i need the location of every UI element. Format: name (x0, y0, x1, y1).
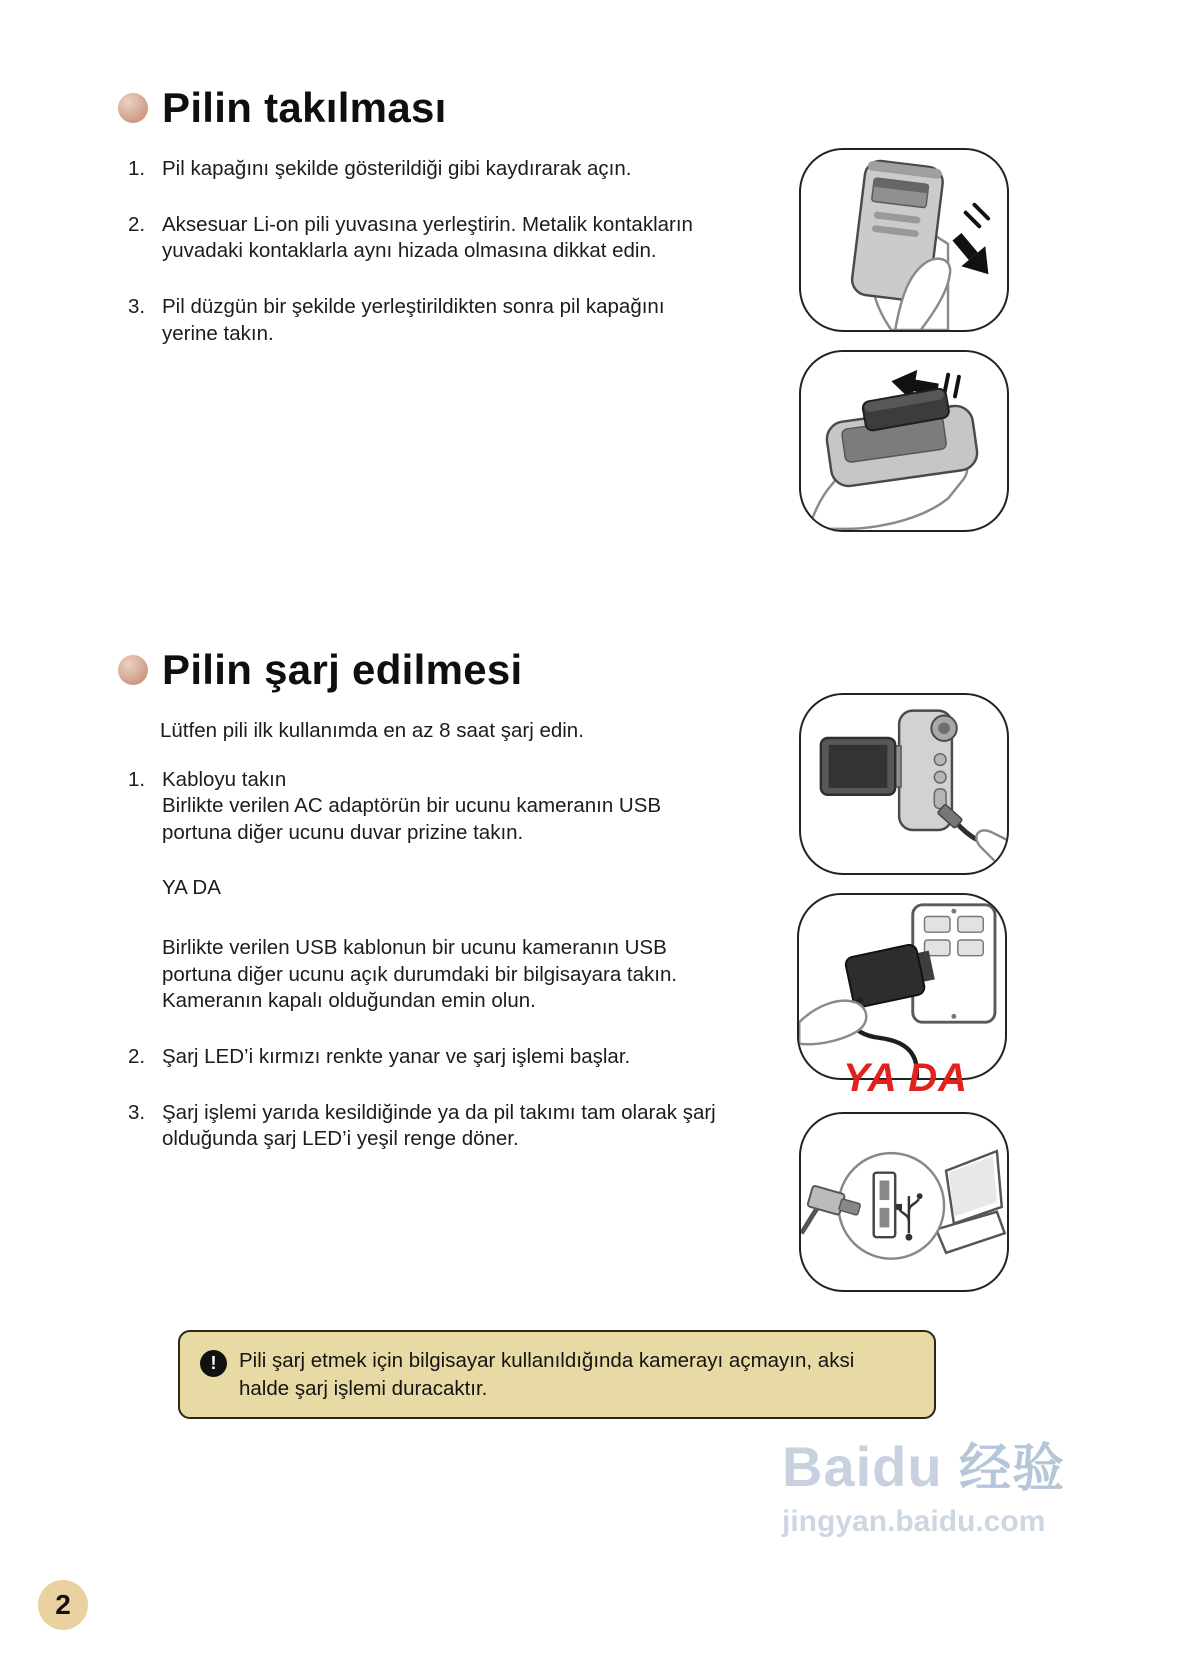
warning-note (178, 1330, 936, 1419)
watermark-url: jingyan.baidu.com (782, 1505, 1046, 1538)
section-intro: Lütfen pili ilk kullanımda en az 8 saat şarj edin. (160, 719, 584, 742)
item-text: Pil düzgün bir şekilde yerleştirildikten sonra pil kapağını yerine takın. (162, 294, 665, 345)
usb-cable-to-camera-illustration (799, 693, 1009, 875)
ac-adapter-to-outlet-illustration (797, 893, 1007, 1080)
insert-battery-illustration (799, 350, 1009, 532)
section-title: Pilin şarj edilmesi (162, 646, 523, 693)
item-line: Kabloyu takın (162, 767, 287, 791)
item-number: 3. (128, 1100, 146, 1124)
exclamation-glyph: ! (210, 1353, 217, 1374)
page-number-badge (38, 1580, 88, 1630)
note-text: Pili şarj etmek için bilgisayar kullanıldığında kamerayı açmayın, aksi halde şarj işlemi duracaktır. (239, 1349, 855, 1400)
hand (799, 1001, 866, 1045)
item-text: Şarj LED’i kırmızı renkte yanar ve şarj işlemi başlar. (162, 1045, 631, 1069)
or-label: YA DA (162, 875, 221, 899)
section-charge-battery (118, 646, 808, 1182)
item-paragraph: Birlikte verilen AC adaptörün bir ucunu kameranın USB portuna diğer ucunu duvar prizine takın. (162, 794, 662, 844)
watermark-brand (782, 1426, 1065, 1501)
section-title: Pilin takılması (162, 84, 447, 131)
item-text: Pil kapağını şekilde gösterildiği gibi kaydırarak açın. (162, 157, 632, 180)
flip-screen (821, 738, 901, 795)
item-text: Şarj işlemi yarıda kesildiğinde ya da pil takımı tam olarak şarj olduğunda şarj LED’i yeşil renge döner. (162, 1100, 716, 1151)
page-number: 2 (55, 1589, 71, 1620)
item-text (162, 767, 720, 1015)
item-number: 1. (128, 157, 146, 180)
laptop (936, 1151, 1004, 1253)
or-label-red: YA DA (843, 1056, 968, 1100)
exclamation-icon (200, 1350, 227, 1377)
item-paragraph: Birlikte verilen USB kablonun bir ucunu kameranın USB portuna diğer ucunu açık durumdaki bir bilgisayara takın. Kameranın kapalı olduğundan emin olun. (162, 936, 678, 1013)
section-bullet-icon (118, 655, 148, 685)
list-item (128, 212, 798, 265)
item-number: 1. (128, 767, 146, 791)
section-install-battery (118, 84, 798, 376)
section-heading (118, 646, 808, 694)
numbered-list (128, 767, 808, 1153)
section-heading (118, 84, 798, 132)
item-number: 2. (128, 1045, 146, 1069)
item-number: 3. (128, 294, 146, 318)
list-item (128, 1044, 808, 1071)
watermark-brand-cn: 经验 (959, 1440, 1066, 1498)
list-item (128, 767, 808, 1015)
item-number: 2. (128, 212, 146, 236)
slide-arrow (945, 205, 1000, 284)
numbered-list (128, 156, 798, 347)
section-bullet-icon (118, 93, 148, 123)
list-item (128, 294, 798, 347)
list-item (128, 1100, 808, 1153)
list-item (128, 156, 798, 183)
usb-to-computer-illustration (799, 1112, 1009, 1292)
item-text: Aksesuar Li-on pili yuvasına yerleştirin. Metalik kontakların yuvadaki kontaklarla aynı hizada olmasına dikkat edin. (162, 212, 693, 263)
usb-plug-and-hand (937, 804, 1006, 873)
watermark-brand-latin: Baidu (782, 1435, 943, 1498)
baidu-watermark (782, 1426, 1065, 1539)
slide-battery-cover-illustration (799, 148, 1009, 332)
